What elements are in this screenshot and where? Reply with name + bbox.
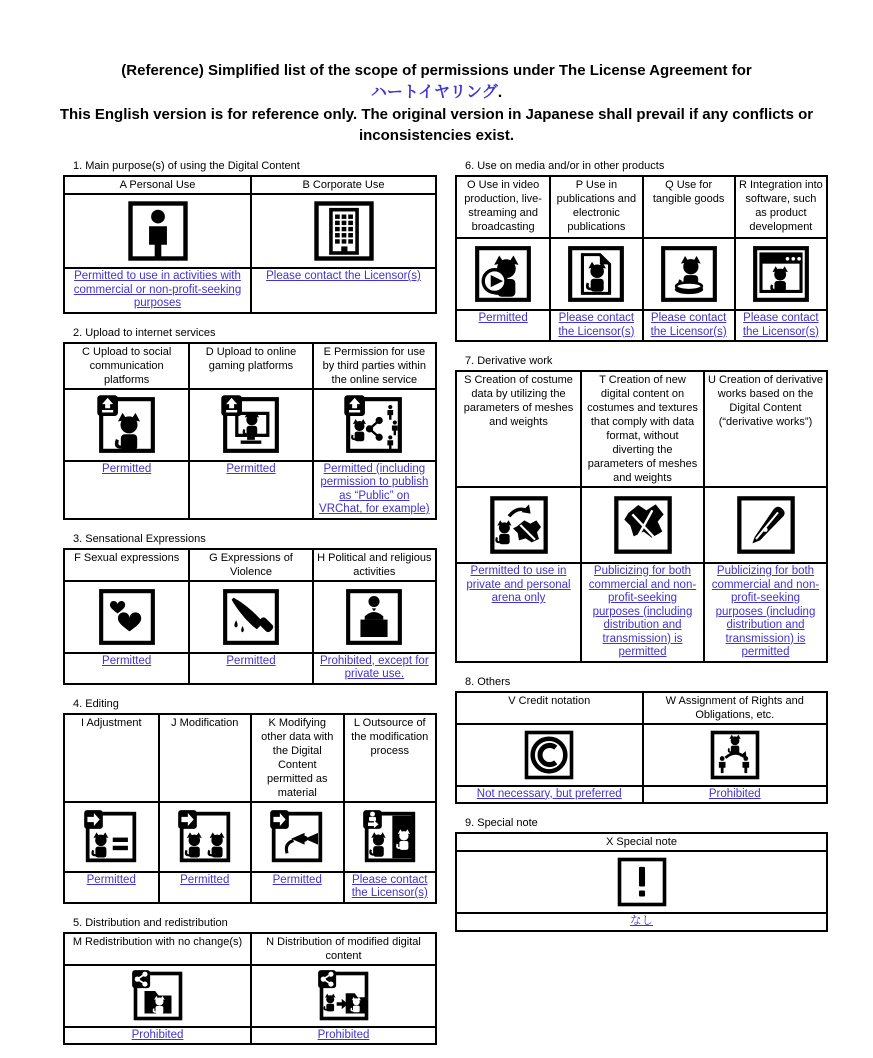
column-header-cell xyxy=(188,550,311,580)
status-cell xyxy=(312,654,435,683)
icon-cell xyxy=(312,582,435,652)
icon-cell xyxy=(457,725,642,785)
publication-icon xyxy=(565,243,627,305)
status-cell xyxy=(642,311,734,340)
status-link[interactable]: Permitted xyxy=(180,873,230,886)
table-row xyxy=(65,715,435,801)
icon-cell xyxy=(457,488,580,562)
icon-cell xyxy=(250,195,435,267)
status-link[interactable]: Please contact the Licensor(s) xyxy=(650,312,727,338)
status-cell xyxy=(457,311,549,340)
knife-icon xyxy=(220,586,282,648)
column-header-text: U Creation of derivative works based on the Digital Content (“derivative works”) xyxy=(708,374,823,428)
table-row xyxy=(457,723,826,785)
status-link[interactable]: Permitted to use in activities with commercial or non-profit-seeking purposes xyxy=(73,270,242,309)
status-cell xyxy=(158,873,251,902)
table-row xyxy=(457,486,826,562)
title-line-1: (Reference) Simplified list of the scope of permissions under The License Agreement for xyxy=(121,62,752,79)
table-row xyxy=(65,193,435,267)
copyright-icon xyxy=(522,728,576,782)
status-cell xyxy=(734,311,826,340)
column-header-cell xyxy=(343,715,436,801)
permissions-table xyxy=(63,932,437,1046)
title-disclaimer: This English version is for reference only. The original version in Japanese shall prevail if any conflicts or inconsistencies exist. xyxy=(59,106,814,144)
product-name: ハートイヤリング xyxy=(370,84,498,101)
column-header-text: Q Use for tangible goods xyxy=(652,179,725,205)
column-header-text: K Modifying other data with the Digital Content permitted as material xyxy=(261,716,334,799)
column-header-cell xyxy=(65,715,158,801)
section-title: 9. Special note xyxy=(465,817,538,829)
status-link[interactable]: Permitted xyxy=(478,312,528,324)
column-header-text: E Permission for use by third parties within the online service xyxy=(322,345,426,386)
table-row xyxy=(65,388,435,460)
status-link[interactable]: Permitted to use in private and personal arena only xyxy=(466,565,571,604)
column-header-cell xyxy=(65,550,188,580)
column-header-cell xyxy=(65,177,250,193)
section-title: 3. Sensational Expressions xyxy=(73,532,206,545)
status-cell xyxy=(65,1028,250,1044)
column-header-text: T Creation of new digital content on costumes and textures that comply with data format, without diverting the parameters of meshes and weights xyxy=(587,374,698,484)
icon-cell xyxy=(549,239,641,309)
status-link[interactable]: Permitted xyxy=(272,873,322,886)
column-header-cell xyxy=(580,372,703,486)
table-row xyxy=(457,372,826,486)
adjustment-icon xyxy=(83,809,139,865)
status-cell xyxy=(65,462,188,518)
left-column xyxy=(63,160,437,1058)
column-header-cell xyxy=(457,177,549,237)
status-cell xyxy=(457,787,642,803)
column-header-text: N Distribution of modified digital content xyxy=(266,935,421,962)
table-row xyxy=(65,871,435,902)
status-link[interactable]: Permitted xyxy=(226,462,276,475)
column-header-cell xyxy=(457,834,826,850)
table-row xyxy=(457,693,826,723)
table-row xyxy=(65,344,435,388)
status-cell xyxy=(65,269,250,312)
permissions-table xyxy=(63,548,437,685)
section-s3 xyxy=(63,533,437,685)
column-header-text: W Assignment of Rights and Obligations, etc. xyxy=(665,694,804,721)
status-cell xyxy=(65,873,158,902)
table-row xyxy=(65,267,435,312)
column-header-cell xyxy=(734,177,826,237)
section-s9 xyxy=(455,817,828,932)
icon-cell xyxy=(457,239,549,309)
icon-cell xyxy=(457,852,826,912)
costume-data-icon xyxy=(487,493,551,557)
column-header-text: D Upload to online gaming platforms xyxy=(205,345,297,372)
permissions-table xyxy=(455,175,828,342)
column-header-cell xyxy=(65,344,188,388)
table-row xyxy=(457,912,826,930)
table-row xyxy=(65,1026,435,1044)
status-link[interactable]: Please contact the Licensor(s) xyxy=(266,270,421,282)
upload-social-icon xyxy=(96,394,158,456)
table-row xyxy=(65,801,435,871)
table-row xyxy=(65,934,435,964)
column-header-text: A Personal Use xyxy=(119,179,196,191)
status-cell xyxy=(312,462,435,518)
permissions-table xyxy=(455,832,828,932)
column-header-text: R Integration into software, such as product development xyxy=(738,179,823,233)
status-link[interactable]: Prohibited, except for private use. xyxy=(319,654,429,680)
column-header-cell xyxy=(457,693,642,723)
table-row xyxy=(457,309,826,340)
icon-cell xyxy=(250,803,343,871)
exclamation-icon xyxy=(615,855,669,909)
redistribution-icon xyxy=(131,969,185,1023)
status-link[interactable]: Please contact the Licensor(s) xyxy=(742,312,819,338)
section-title: 7. Derivative work xyxy=(465,355,553,367)
table-row xyxy=(457,237,826,309)
status-link[interactable]: Permitted xyxy=(226,654,276,667)
status-cell xyxy=(250,269,435,312)
permissions-table xyxy=(455,691,828,805)
permissions-table xyxy=(63,175,437,314)
icon-cell xyxy=(250,966,435,1026)
section-title: 5. Distribution and redistribution xyxy=(73,916,228,929)
table-row xyxy=(65,964,435,1026)
status-link[interactable]: Publicizing for both commercial and non-profit-seeking purposes (including distribution and transmission) is permitted xyxy=(588,565,697,658)
permission-tables-area xyxy=(0,160,873,1058)
status-cell xyxy=(65,654,188,683)
column-header-text: O Use in video production, live-streaming and broadcasting xyxy=(464,179,542,233)
column-header-cell xyxy=(549,177,641,237)
section-s7 xyxy=(455,355,828,663)
status-link[interactable]: Permitted xyxy=(102,654,152,667)
column-header-cell xyxy=(457,372,580,486)
icon-cell xyxy=(188,582,311,652)
column-header-text: H Political and religious activities xyxy=(317,551,432,578)
status-cell xyxy=(457,914,826,930)
column-header-text: B Corporate Use xyxy=(302,179,385,191)
section-title: 1. Main purpose(s) of using the Digital Content xyxy=(73,160,300,172)
rights-assignment-icon xyxy=(708,728,762,782)
icon-cell xyxy=(580,488,703,562)
icon-cell xyxy=(158,803,251,871)
status-link[interactable]: Prohibited xyxy=(317,1028,370,1041)
icon-cell xyxy=(642,725,827,785)
table-row xyxy=(457,562,826,661)
modify-material-icon xyxy=(269,809,325,865)
status-cell xyxy=(703,564,826,661)
video-production-icon xyxy=(472,243,534,305)
status-link[interactable]: なし xyxy=(630,915,653,927)
column-header-text: V Credit notation xyxy=(508,694,591,707)
status-cell xyxy=(250,1028,435,1044)
section-s1 xyxy=(63,160,437,314)
icon-cell xyxy=(65,582,188,652)
right-column xyxy=(455,160,828,945)
icon-cell xyxy=(65,195,250,267)
tangible-goods-icon xyxy=(658,243,720,305)
column-header-text: J Modification xyxy=(171,716,239,729)
table-row xyxy=(457,785,826,803)
column-header-cell xyxy=(250,934,435,964)
column-header-text: X Special note xyxy=(606,836,677,848)
permissions-table xyxy=(63,713,437,904)
status-cell xyxy=(580,564,703,661)
table-row xyxy=(457,177,826,237)
status-link[interactable]: Publicizing for both commercial and non-profit-seeking purposes (including distribution and transmission) is permitted xyxy=(711,565,820,658)
column-header-cell xyxy=(158,715,251,801)
table-row xyxy=(457,850,826,912)
icon-cell xyxy=(703,488,826,562)
icon-cell xyxy=(65,390,188,460)
column-header-cell xyxy=(312,344,435,388)
third-party-share-icon xyxy=(343,394,405,456)
column-header-cell xyxy=(188,344,311,388)
status-link[interactable]: Permitted (including permission to publish as “Public” on VRChat, for example) xyxy=(319,462,430,515)
icon-cell xyxy=(65,803,158,871)
column-header-text: C Upload to social communication platforms xyxy=(82,345,172,386)
status-cell xyxy=(549,311,641,340)
table-row xyxy=(65,460,435,518)
table-row xyxy=(65,550,435,580)
column-header-text: P Use in publications and electronic publications xyxy=(556,179,637,233)
section-title: 8. Others xyxy=(465,675,511,688)
table-row xyxy=(65,580,435,652)
status-cell xyxy=(457,564,580,661)
status-link[interactable]: Not necessary, but preferred xyxy=(476,787,622,800)
status-link[interactable]: Please contact the Licensor(s) xyxy=(351,873,428,899)
distribute-modified-icon xyxy=(317,969,371,1023)
software-window-icon xyxy=(750,243,812,305)
title-line-2 xyxy=(22,81,852,104)
column-header-cell xyxy=(250,177,435,193)
status-link[interactable]: Prohibited xyxy=(131,1028,184,1041)
status-cell xyxy=(188,654,311,683)
column-header-cell xyxy=(703,372,826,486)
document-title xyxy=(22,60,852,146)
section-s5 xyxy=(63,917,437,1046)
person-icon xyxy=(125,198,191,264)
column-header-text: I Adjustment xyxy=(80,716,142,729)
section-s6 xyxy=(455,160,828,342)
section-title: 2. Upload to internet services xyxy=(73,326,216,339)
icon-cell xyxy=(642,239,734,309)
permissions-table xyxy=(455,370,828,663)
column-header-text: G Expressions of Violence xyxy=(209,551,293,578)
status-link[interactable]: Permitted xyxy=(102,462,152,475)
podium-speech-icon xyxy=(343,586,405,648)
column-header-cell xyxy=(642,693,827,723)
table-row xyxy=(457,834,826,850)
section-title: 4. Editing xyxy=(73,697,119,710)
icon-cell xyxy=(312,390,435,460)
modification-icon xyxy=(177,809,233,865)
column-header-cell xyxy=(312,550,435,580)
column-header-text: S Creation of costume data by utilizing the parameters of meshes and weights xyxy=(463,374,574,428)
table-row xyxy=(65,652,435,683)
icon-cell xyxy=(188,390,311,460)
column-header-cell xyxy=(642,177,734,237)
status-cell xyxy=(188,462,311,518)
icon-cell xyxy=(734,239,826,309)
upload-gaming-icon xyxy=(220,394,282,456)
status-link[interactable]: Please contact the Licensor(s) xyxy=(558,312,635,338)
icon-cell xyxy=(343,803,436,871)
outsource-icon xyxy=(362,809,418,865)
section-s4 xyxy=(63,698,437,904)
column-header-text: F Sexual expressions xyxy=(74,551,180,564)
new-costume-icon xyxy=(611,493,675,557)
column-header-text: L Outsource of the modification process xyxy=(351,716,429,757)
building-icon xyxy=(311,198,377,264)
product-name-period: . xyxy=(497,84,503,101)
hearts-icon xyxy=(96,586,158,648)
status-cell xyxy=(250,873,343,902)
section-s2 xyxy=(63,327,437,520)
column-header-text: M Redistribution with no change(s) xyxy=(72,935,243,948)
status-link[interactable]: Prohibited xyxy=(708,787,761,800)
column-header-cell xyxy=(250,715,343,801)
status-cell xyxy=(343,873,436,902)
pen-icon xyxy=(734,493,798,557)
column-header-cell xyxy=(65,934,250,964)
status-cell xyxy=(642,787,827,803)
section-title: 6. Use on media and/or in other products xyxy=(465,160,665,172)
icon-cell xyxy=(65,966,250,1026)
section-s8 xyxy=(455,676,828,805)
status-link[interactable]: Permitted xyxy=(86,873,136,886)
table-row xyxy=(65,177,435,193)
permissions-table xyxy=(63,342,437,520)
